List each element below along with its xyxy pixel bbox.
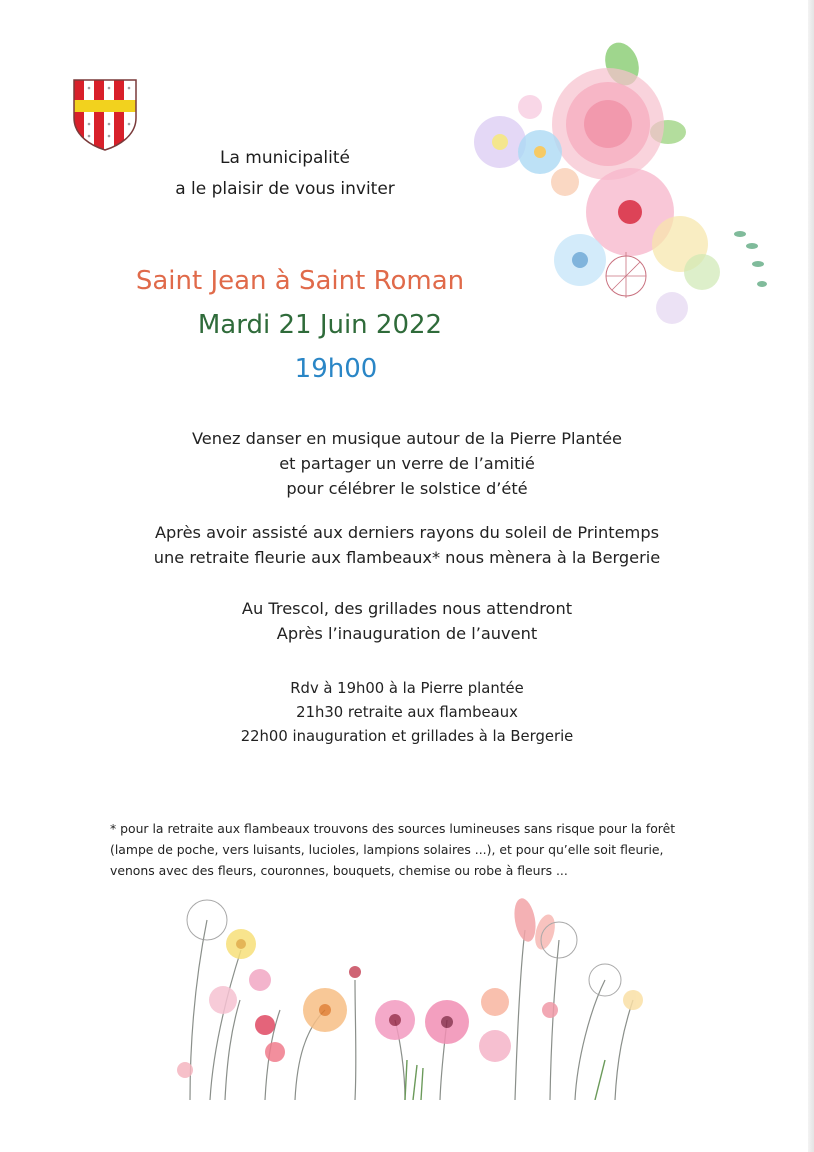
watercolor-flowers-icon [440,32,780,332]
footnote-line: * pour la retraite aux flambeaux trouvons des sources lumineuses sans risque pour la forêt [110,821,676,836]
footnote-line: venons avec des fleurs, couronnes, bouquets, chemise ou robe à fleurs ... [110,863,568,878]
intro-line-2: a le plaisir de vous inviter [175,179,395,199]
paragraph-grill [0,596,814,646]
schedule-item: Rdv à 19h00 à la Pierre plantée [290,680,524,697]
paragraph-line: et partager un verre de l’amitié [279,454,535,473]
paragraph-procession [0,520,814,570]
schedule [0,677,814,749]
paragraph-line: Au Trescol, des grillades nous attendront [241,599,573,618]
footnote-line: (lampe de poche, vers luisants, lucioles, lampions solaires ...), et pour qu’elle soit fleurie, [110,842,664,857]
paragraph-invitation [0,426,814,501]
page-edge [808,0,814,1152]
paragraph-line: une retraite fleurie aux flambeaux* nous mènera à la Bergerie [153,548,661,567]
event-name: Saint Jean à Saint Roman [135,266,465,296]
schedule-item: 22h00 inauguration et grillades à la Bergerie [240,728,574,745]
paragraph-line: Après l’inauguration de l’auvent [276,624,538,643]
event-time: 19h00 [294,354,378,384]
paragraph-line: Après avoir assisté aux derniers rayons du soleil de Printemps [154,523,660,542]
paragraph-line: Venez danser en musique autour de la Pierre Plantée [191,429,623,448]
coat-of-arms-icon [72,78,138,152]
paragraph-line: pour célébrer le solstice d’été [286,479,528,498]
event-date: Mardi 21 Juin 2022 [197,310,443,340]
intro-line-1: La municipalité [220,148,350,168]
wildflower-meadow-icon [155,860,645,1100]
schedule-item: 21h30 retraite aux flambeaux [296,704,518,721]
